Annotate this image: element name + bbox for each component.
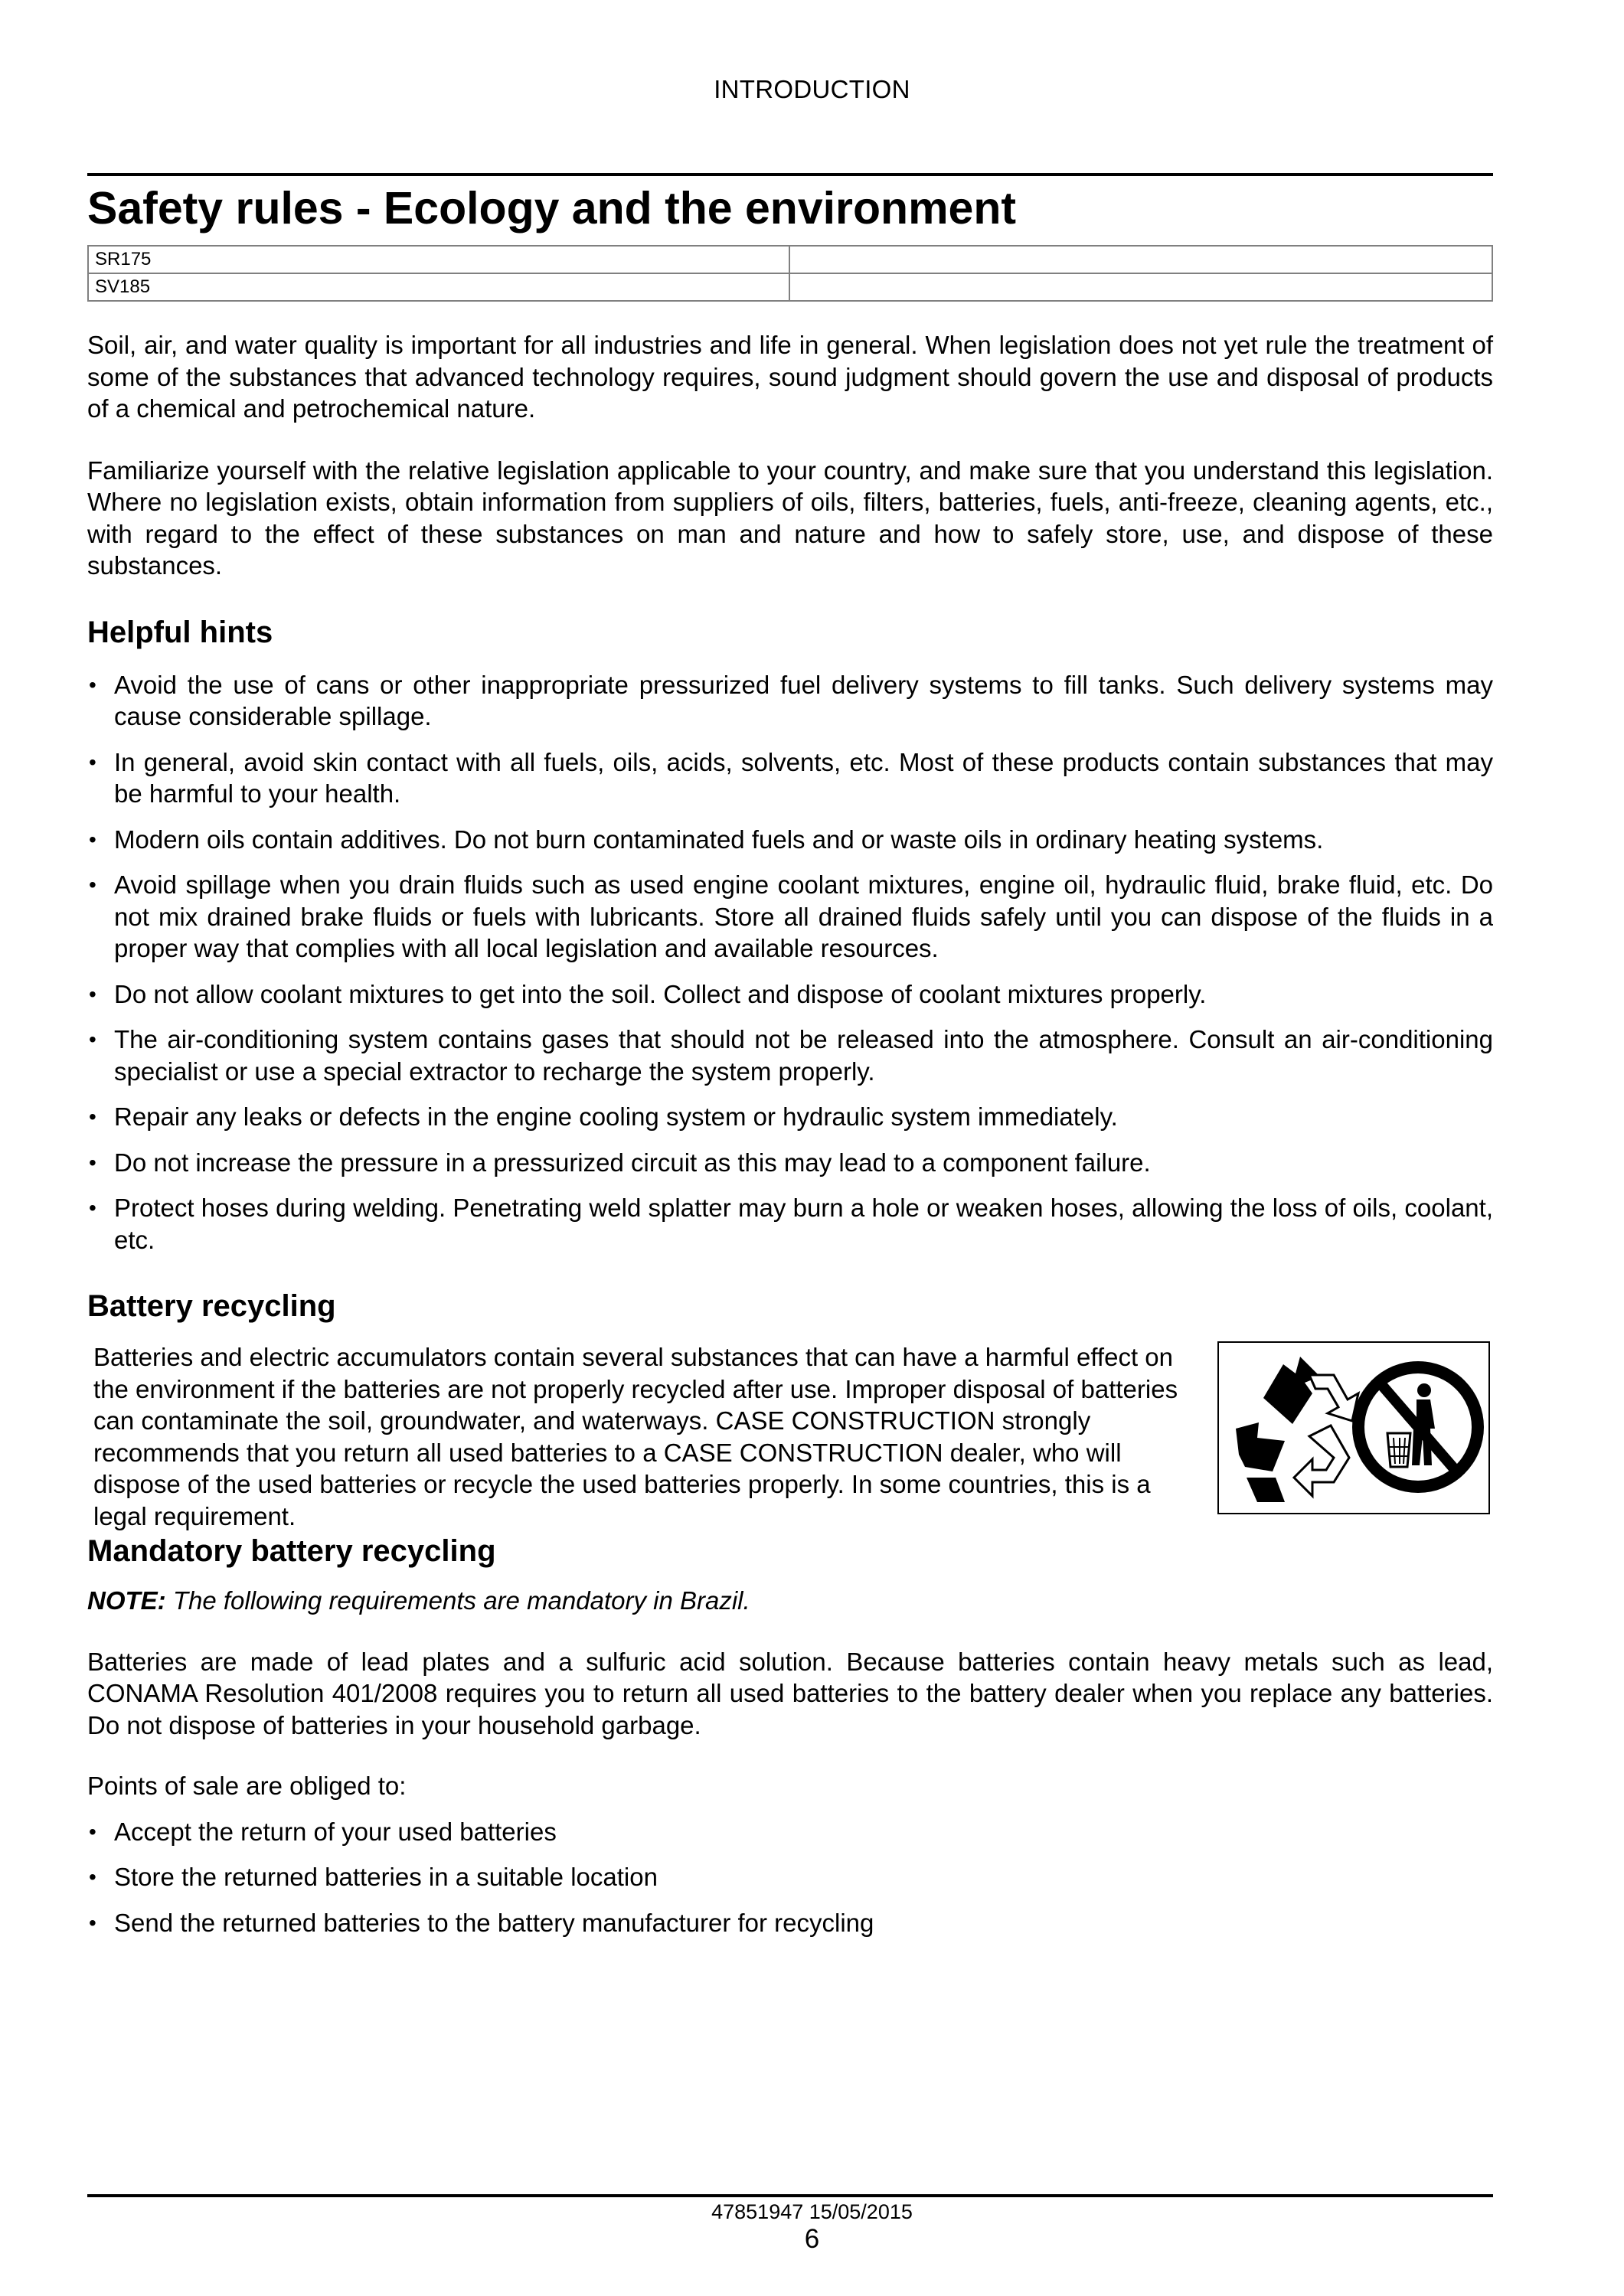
helpful-hints-list: [87, 669, 1493, 1256]
points-of-sale-intro: Points of sale are obliged to:: [87, 1772, 407, 1800]
recycling-symbols-figure: [1217, 1341, 1490, 1514]
page-number: 6: [804, 2224, 820, 2254]
note-text: The following requirements are mandatory in Brazil.: [165, 1586, 750, 1615]
battery-recycling-block: [87, 1341, 1493, 1533]
footer-rule: [87, 2194, 1493, 2197]
note-paragraph: [87, 1585, 1493, 1617]
list-item: • Store the returned batteries in a suitable location: [87, 1861, 1493, 1893]
list-item: • Modern oils contain additives. Do not burn contaminated fuels and or waste oils in ordinary heating systems.: [87, 824, 1493, 856]
intro-paragraph: Familiarize yourself with the relative legislation applicable to your country, and make sure that you understand this legislation. Where no legislation exists, obtain information from suppliers of oils, filters, batteries, fuels, anti-freeze, cleaning agents, etc., with regard to the effect of these substances on man and nature and how to safely store, use, and dispose of these substances.: [87, 456, 1493, 580]
recycle-symbol-icon: [1236, 1357, 1358, 1502]
empty-cell: [789, 273, 1492, 301]
model-cell: SR175: [88, 246, 789, 273]
title-rule: [87, 173, 1493, 176]
running-header: INTRODUCTION: [714, 75, 910, 103]
list-item: • In general, avoid skin contact with all fuels, oils, acids, solvents, etc. Most of these products contain substances that may be harmful to your health.: [87, 746, 1493, 810]
intro-paragraph: Soil, air, and water quality is important for all industries and life in general. When legislation does not yet rule the treatment of some of the substances that advanced technology requires, sound judgment should govern the use and disposal of products of a chemical and petrochemical nature.: [87, 331, 1493, 423]
list-item: • Repair any leaks or defects in the engine cooling system or hydraulic system immediately.: [87, 1101, 1493, 1133]
table-row: [88, 246, 1492, 273]
section-heading-helpful-hints: Helpful hints: [87, 615, 273, 649]
list-item: • Avoid the use of cans or other inappropriate pressurized fuel delivery systems to fill tanks. Such delivery systems may cause considerable spillage.: [87, 669, 1493, 733]
battery-recycling-text: Batteries and electric accumulators contain several substances that can have a harmful effect on the environment if the batteries are not properly recycled after use. Improper disposal of batteries can contaminate the soil, groundwater, and waterways. CASE CONSTRUCTION strongly recommends that you return all used batteries to a CASE CONSTRUCTION dealer, who will dispose of the used batteries or recycle the used batteries properly. In some countries, this is a legal requirement.: [93, 1343, 1178, 1530]
list-item: • The air-conditioning system contains gases that should not be released into the atmosphere. Consult an air-conditioning specialist or use a special extractor to recharge the system properly.: [87, 1024, 1493, 1087]
list-item: • Do not increase the pressure in a pressurized circuit as this may lead to a component failure.: [87, 1147, 1493, 1179]
list-item: • Protect hoses during welding. Penetrating weld splatter may burn a hole or weaken hoses, allowing the loss of oils, coolant, etc.: [87, 1192, 1493, 1256]
points-of-sale-list: [87, 1816, 1493, 1939]
model-cell: SV185: [88, 273, 789, 301]
list-item: • Do not allow coolant mixtures to get into the soil. Collect and dispose of coolant mixtures properly.: [87, 978, 1493, 1011]
empty-cell: [789, 246, 1492, 273]
section-heading-battery-recycling: Battery recycling: [87, 1289, 336, 1323]
section-heading-mandatory-battery-recycling: Mandatory battery recycling: [87, 1534, 496, 1568]
list-item: • Accept the return of your used batteries: [87, 1816, 1493, 1848]
mandatory-paragraph: Batteries are made of lead plates and a sulfuric acid solution. Because batteries contain heavy metals such as lead, CONAMA Resolution 401/2008 requires you to return all used batteries to the battery dealer when you replace any batteries. Do not dispose of batteries in your household garbage.: [87, 1647, 1493, 1739]
page-content: [87, 329, 1493, 1938]
no-trash-disposal-icon: [1352, 1361, 1484, 1493]
page-title: Safety rules - Ecology and the environment: [87, 183, 1017, 234]
note-label: NOTE:: [87, 1586, 166, 1615]
list-item: • Avoid spillage when you drain fluids such as used engine coolant mixtures, engine oil, hydraulic fluid, brake fluid, etc. Do not mix drained brake fluids or fuels with lubricants. Store all drained fluids safely until you can dispose of the fluids in a proper way that complies with all local legislation and available resources.: [87, 869, 1493, 965]
recycling-symbols-svg: [1219, 1343, 1488, 1513]
document-code: 47851947 15/05/2015: [711, 2200, 913, 2223]
list-item: • Send the returned batteries to the battery manufacturer for recycling: [87, 1907, 1493, 1939]
table-row: [88, 273, 1492, 301]
model-applicability-table: [87, 245, 1493, 302]
